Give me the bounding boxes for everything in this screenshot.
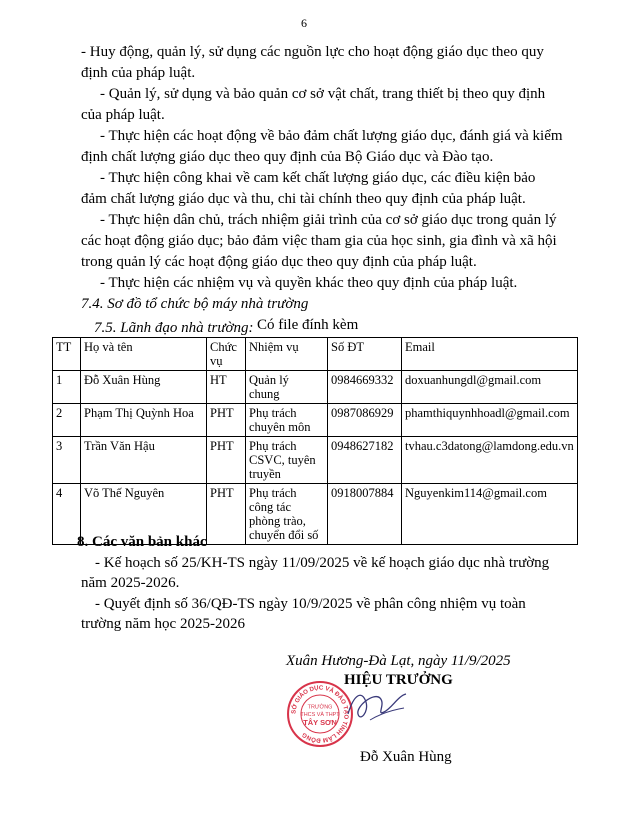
paragraph-line: - Thực hiện dân chủ, trách nhiệm giải trình của cơ sở giáo dục trong quản lý	[100, 212, 557, 228]
cell-tt: 4	[53, 484, 81, 545]
paragraph-line: trường năm học 2025-2026	[81, 616, 245, 632]
paragraph-line: - Kế hoạch số 25/KH-TS ngày 11/09/2025 về kế hoạch giáo dục nhà trường	[95, 555, 550, 571]
cell-name: Đỗ Xuân Hùng	[81, 371, 207, 404]
stamp-line-1: TRƯỜNG	[307, 704, 333, 711]
header-email: Email	[402, 338, 578, 371]
header-name: Họ và tên	[81, 338, 207, 371]
cell-name: Võ Thế Nguyên	[81, 484, 207, 545]
paragraph-line: của pháp luật.	[81, 107, 165, 123]
cell-email: tvhau.c3datong@lamdong.edu.vn	[402, 437, 578, 484]
cell-position: HT	[207, 371, 246, 404]
paragraph-line: định chất lượng giáo dục theo quy định của Bộ Giáo dục và Đào tạo.	[81, 149, 494, 165]
header-tt: TT	[53, 338, 81, 371]
cell-task: Phụ trách công tác phòng trào, chuyển đổi số	[246, 484, 328, 545]
cell-phone: 0948627182	[328, 437, 402, 484]
cell-task: Phụ trách CSVC, tuyên truyền	[246, 437, 328, 484]
table-row	[53, 404, 578, 437]
header-task: Nhiệm vụ	[246, 338, 328, 371]
attached-file-note: Có file đính kèm	[257, 317, 359, 333]
cell-email: Nguyenkim114@gmail.com	[402, 484, 578, 545]
paragraph-line: năm 2025-2026.	[81, 575, 180, 591]
stamp-line-2: THCS VÀ THPT	[300, 712, 340, 719]
paragraph-line: - Quyết định số 36/QĐ-TS ngày 10/9/2025 về phân công nhiệm vụ toàn	[95, 596, 526, 612]
signer-title: HIỆU TRƯỞNG	[344, 672, 453, 688]
cell-phone: 0984669332	[328, 371, 402, 404]
cell-name: Trần Văn Hậu	[81, 437, 207, 484]
cell-position: PHT	[207, 404, 246, 437]
handwritten-signature	[340, 684, 412, 730]
section-heading-7-5: 7.5. Lãnh đạo nhà trường:	[94, 320, 254, 336]
paragraph-line: - Huy động, quản lý, sử dụng các nguồn lực cho hoạt động giáo dục theo quy	[81, 44, 544, 60]
paragraph-line: các hoạt động giáo dục; bảo đảm việc tham gia của học sinh, gia đình và xã hội	[81, 233, 557, 249]
paragraph-line: đảm chất lượng giáo dục và thu, chi tài chính theo quy định của pháp luật.	[81, 191, 526, 207]
place-date: Xuân Hương-Đà Lạt, ngày 11/9/2025	[286, 653, 511, 669]
section-heading-8: 8. Các văn bản khác	[77, 534, 207, 550]
stamp-ring-text: SỞ GIÁO DỤC VÀ ĐÀO TẠO TỈNH LÂM ĐỒNG	[290, 684, 350, 744]
table-header-row	[53, 338, 578, 371]
paragraph-line: - Thực hiện các nhiệm vụ và quyền khác theo quy định của pháp luật.	[100, 275, 518, 291]
cell-position: PHT	[207, 484, 246, 545]
cell-email: doxuanhungdl@gmail.com	[402, 371, 578, 404]
cell-phone: 0918007884	[328, 484, 402, 545]
signer-name: Đỗ Xuân Hùng	[360, 749, 452, 765]
paragraph-line: trong quản lý các hoạt động giáo dục theo quy định của pháp luật.	[81, 254, 477, 270]
page-number: 6	[301, 16, 307, 30]
cell-tt: 1	[53, 371, 81, 404]
header-position: Chức vụ	[207, 338, 246, 371]
paragraph-line: - Thực hiện các hoạt động về bảo đảm chất lượng giáo dục, đánh giá và kiểm	[100, 128, 563, 144]
cell-task: Quản lý chung	[246, 371, 328, 404]
cell-email: phamthiquynhhoadl@gmail.com	[402, 404, 578, 437]
paragraph-line: - Thực hiện công khai về cam kết chất lượng giáo dục, các điều kiện bảo	[100, 170, 536, 186]
cell-name: Phạm Thị Quỳnh Hoa	[81, 404, 207, 437]
header-phone: Số ĐT	[328, 338, 402, 371]
cell-tt: 2	[53, 404, 81, 437]
paragraph-line: - Quản lý, sử dụng và bảo quản cơ sở vật chất, trang thiết bị theo quy định	[100, 86, 546, 102]
paragraph-line: định của pháp luật.	[81, 65, 196, 81]
paragraph	[81, 42, 544, 62]
cell-position: PHT	[207, 437, 246, 484]
leadership-table	[52, 337, 578, 545]
cell-task: Phụ trách chuyên môn	[246, 404, 328, 437]
cell-tt: 3	[53, 437, 81, 484]
section-heading-7-4: 7.4. Sơ đồ tổ chức bộ máy nhà trường	[81, 296, 309, 312]
table-row	[53, 437, 578, 484]
table-row	[53, 371, 578, 404]
stamp-line-3: TÂY SƠN	[303, 717, 337, 727]
cell-phone: 0987086929	[328, 404, 402, 437]
